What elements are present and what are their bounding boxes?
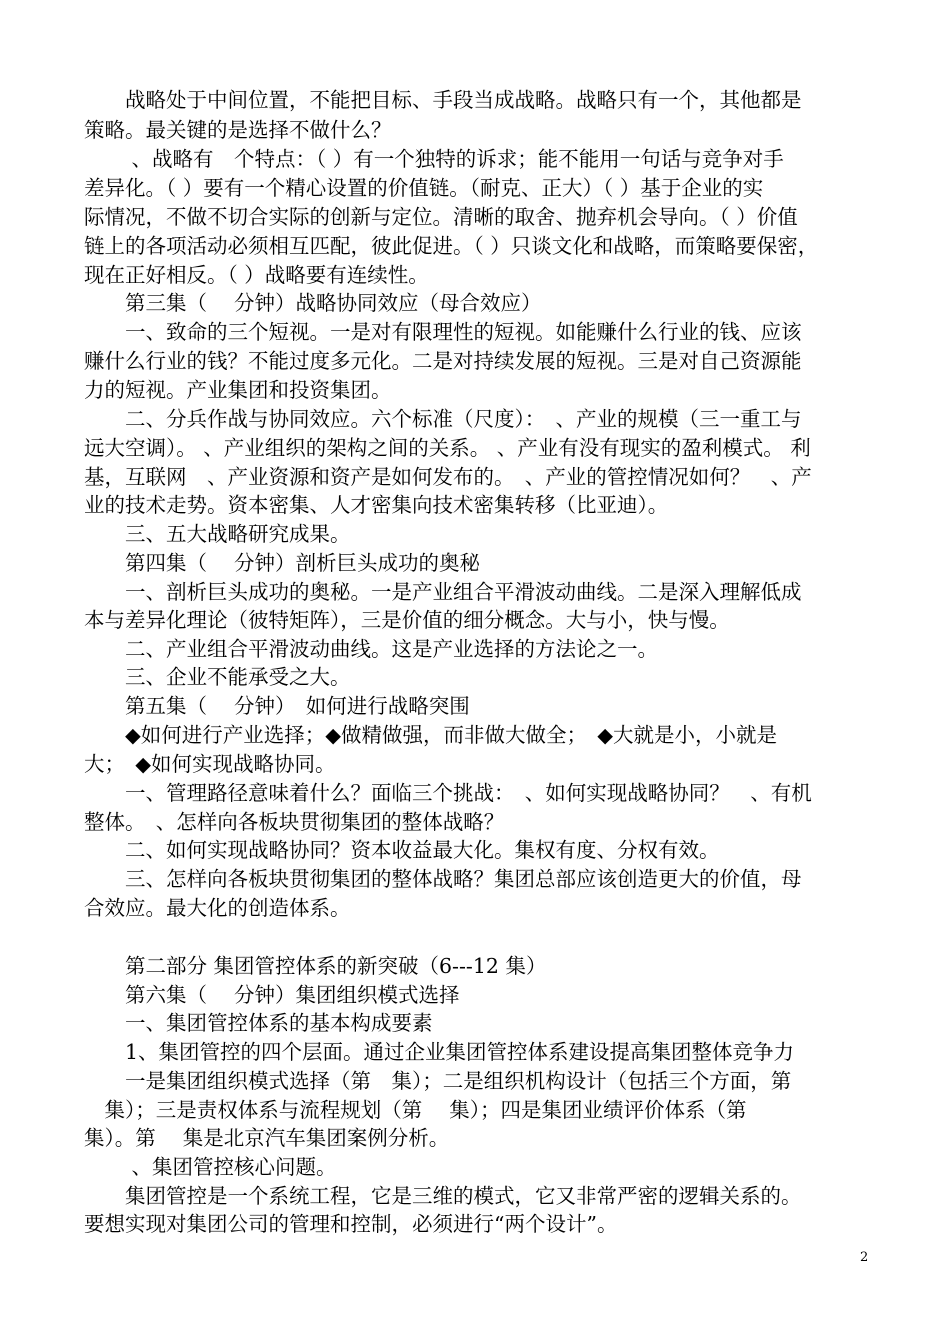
- text-line: 力的短视。产业集团和投资集团。: [84, 378, 392, 402]
- text-line: 本与差异化理论（彼特矩阵），三是价值的细分概念。大与小，快与慢。: [84, 608, 730, 632]
- text-line: 策略。最关键的是选择不做什么？: [84, 118, 392, 142]
- text-line: 二、分兵作战与协同效应。六个标准（尺度）： 、产业的规模（三一重工与: [84, 407, 802, 431]
- text-line: 基，互联网 、产业资源和资产是如何发布的。 、产业的管控情况如何？ 、产: [84, 465, 812, 489]
- text-line: 远大空调）。 、产业组织的架构之间的关系。 、产业有没有现实的盈利模式。 利: [84, 436, 811, 460]
- text-line: 集团管控是一个系统工程，它是三维的模式，它又非常严密的逻辑关系的。: [84, 1184, 802, 1208]
- text-line: 1、集团管控的四个层面。通过企业集团管控体系建设提高集团整体竞争力: [84, 1040, 795, 1064]
- text-line: 战略处于中间位置，不能把目标、手段当成战略。战略只有一个，其他都是: [84, 88, 802, 112]
- text-line: 合效应。最大化的创造体系。: [84, 896, 351, 920]
- text-line: 整体。 、怎样向各板块贯彻集团的整体战略？: [84, 810, 505, 834]
- bullet-line: ◆如何进行产业选择；◆做精做强，而非做大做全； ◆大就是小，小就是: [84, 723, 778, 747]
- section-heading: 第三集（ 分钟）战略协同效应（母合效应）: [84, 291, 542, 315]
- text-line: 三、企业不能承受之大。: [84, 665, 351, 689]
- text-line: 一、集团管控体系的基本构成要素: [84, 1011, 433, 1035]
- text-line: 际情况，不做不切合实际的创新与定位。清晰的取舍、抛弃机会导向。（ ）价值: [84, 205, 798, 229]
- text-line: 一、剖析巨头成功的奥秘。一是产业组合平滑波动曲线。二是深入理解低成: [84, 580, 802, 604]
- text-line: 三、怎样向各板块贯彻集团的整体战略？集团总部应该创造更大的价值，母: [84, 867, 802, 891]
- text-line: 要想实现对集团公司的管理和控制，必须进行“两个设计”。: [84, 1212, 618, 1236]
- text-line: 链上的各项活动必须相互匹配，彼此促进。（ ）只谈文化和战略，而策略要保密，: [84, 234, 819, 258]
- text-line: 一是集团组织模式选择（第 集）；二是组织机构设计（包括三个方面，第: [84, 1069, 792, 1093]
- text-line: 一、致命的三个短视。一是对有限理性的短视。如能赚什么行业的钱、应该: [84, 320, 802, 344]
- text-line: 差异化。（ ）要有一个精心设置的价值链。（耐克、正大）（ ）基于企业的实: [84, 176, 764, 200]
- section-heading: 第五集（ 分钟） 如何进行战略突围: [84, 694, 470, 718]
- text-line: 、集团管控核心问题。: [84, 1155, 337, 1179]
- text-line: 现在正好相反。（ ）战略要有连续性。: [84, 263, 429, 287]
- part-heading: 第二部分 集团管控体系的新突破（6---12 集）: [84, 954, 547, 978]
- text-line: 一、管理路径意味着什么？面临三个挑战： 、如何实现战略协同？ 、有机: [84, 781, 812, 805]
- text-line: 三、五大战略研究成果。: [84, 522, 351, 546]
- text-line: 二、产业组合平滑波动曲线。这是产业选择的方法论之一。: [84, 637, 658, 661]
- bullet-line: 大； ◆如何实现战略协同。: [84, 752, 336, 776]
- page-number: 2: [860, 1250, 869, 1265]
- text-line: 二、如何实现战略协同？资本收益最大化。集权有度、分权有效。: [84, 838, 720, 862]
- text-line: 、战略有 个特点：（ ）有一个独特的诉求；能不能用一句话与竞争对手: [84, 147, 784, 171]
- text-line: 集）。第 集是北京汽车集团案例分析。: [84, 1126, 450, 1150]
- text-line: 集）；三是责权体系与流程规划（第 集）；四是集团业绩评价体系（第: [84, 1098, 747, 1122]
- section-heading: 第四集（ 分钟）剖析巨头成功的奥秘: [84, 551, 481, 575]
- text-line: 业的技术走势。资本密集、人才密集向技术密集转移（比亚迪）。: [84, 493, 669, 517]
- section-heading: 第六集（ 分钟）集团组织模式选择: [84, 983, 460, 1007]
- text-line: 赚什么行业的钱？不能过度多元化。二是对持续发展的短视。三是对自己资源能: [84, 349, 802, 373]
